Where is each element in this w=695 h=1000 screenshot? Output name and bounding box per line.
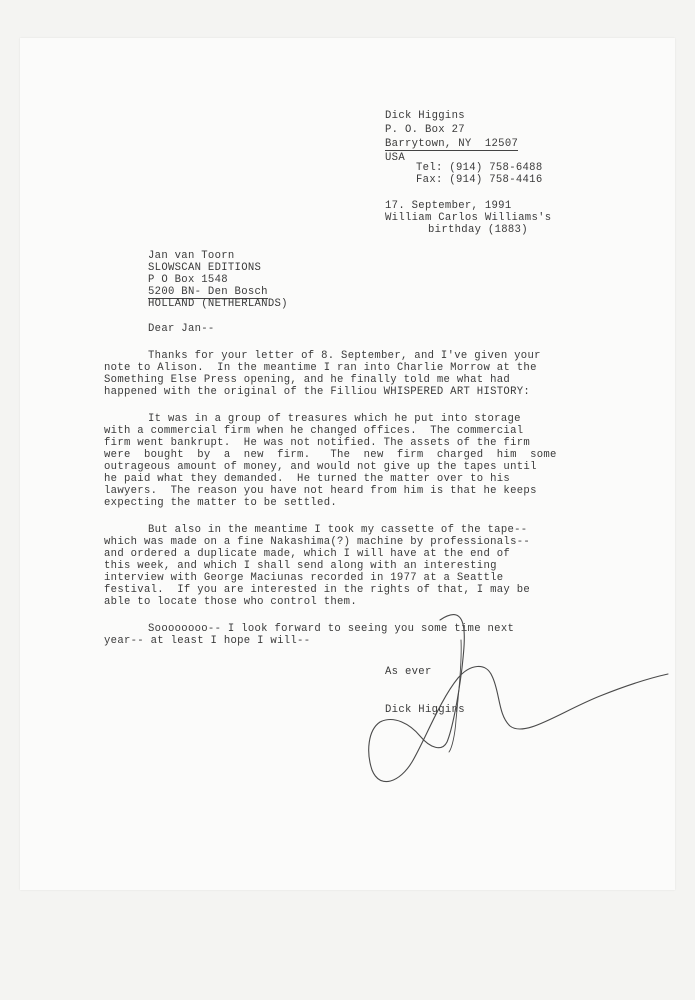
typed-signature: Dick Higgins: [385, 704, 465, 716]
para1-line: note to Alison. In the meantime I ran into Charlie Morrow at the: [104, 362, 537, 374]
recipient-box: P O Box 1548: [148, 274, 228, 286]
para3-line: able to locate those who control them.: [104, 596, 357, 608]
salutation: Dear Jan--: [148, 323, 215, 335]
para2-line: It was in a group of treasures which he put into storage: [148, 413, 521, 425]
recipient-country: HOLLAND (NETHERLANDS): [148, 298, 288, 310]
date-note-2: birthday (1883): [428, 224, 528, 236]
para4-line: Soooooooo-- I look forward to seeing you some time next: [148, 623, 515, 635]
date-note-1: William Carlos Williams's: [385, 212, 552, 224]
para3-line: this week, and which I shall send along with an interesting: [104, 560, 497, 572]
para1-line: happened with the original of the Filliou WHISPERED ART HISTORY:: [104, 386, 531, 398]
para4-line: year-- at least I hope I will--: [104, 635, 311, 647]
recipient-name: Jan van Toorn: [148, 250, 235, 262]
date-line: 17. September, 1991: [385, 200, 512, 212]
para2-line: expecting the matter to be settled.: [104, 497, 338, 509]
para2-line: firm went bankrupt. He was not notified. The assets of the firm: [104, 437, 531, 449]
sender-tel: Tel: (914) 758-6488: [416, 162, 543, 174]
para3-line: festival. If you are interested in the rights of that, I may be: [104, 584, 531, 596]
para2-line: outrageous amount of money, and would not give up the tapes until: [104, 461, 537, 473]
sender-name: Dick Higgins: [385, 110, 465, 122]
sender-address-2: Barrytown, NY 12507: [385, 138, 519, 150]
para2-line: with a commercial firm when he changed offices. The commercial: [104, 425, 524, 437]
para1-line: Thanks for your letter of 8. September, and I've given your: [148, 350, 541, 362]
para3-line: which was made on a fine Nakashima(?) machine by professionals--: [104, 536, 531, 548]
para1-line: Something Else Press opening, and he finally told me what had: [104, 374, 511, 386]
para3-line: and ordered a duplicate made, which I will have at the end of: [104, 548, 511, 560]
sender-fax: Fax: (914) 758-4416: [416, 174, 543, 186]
closing: As ever: [385, 666, 432, 678]
para3-line: But also in the meantime I took my cassette of the tape--: [148, 524, 528, 536]
sender-country: USA: [385, 152, 405, 164]
para2-line: lawyers. The reason you have not heard from him is that he keeps: [104, 485, 537, 497]
recipient-city: 5200 BN- Den Bosch: [148, 286, 268, 298]
para2-line: were bought by a new firm. The new firm charged him some: [104, 449, 557, 461]
sender-address-1: P. O. Box 27: [385, 124, 465, 136]
recipient-org: SLOWSCAN EDITIONS: [148, 262, 262, 274]
para3-line: interview with George Maciunas recorded in 1977 at a Seattle: [104, 572, 504, 584]
para2-line: he paid what they demanded. He turned the matter over to his: [104, 473, 511, 485]
